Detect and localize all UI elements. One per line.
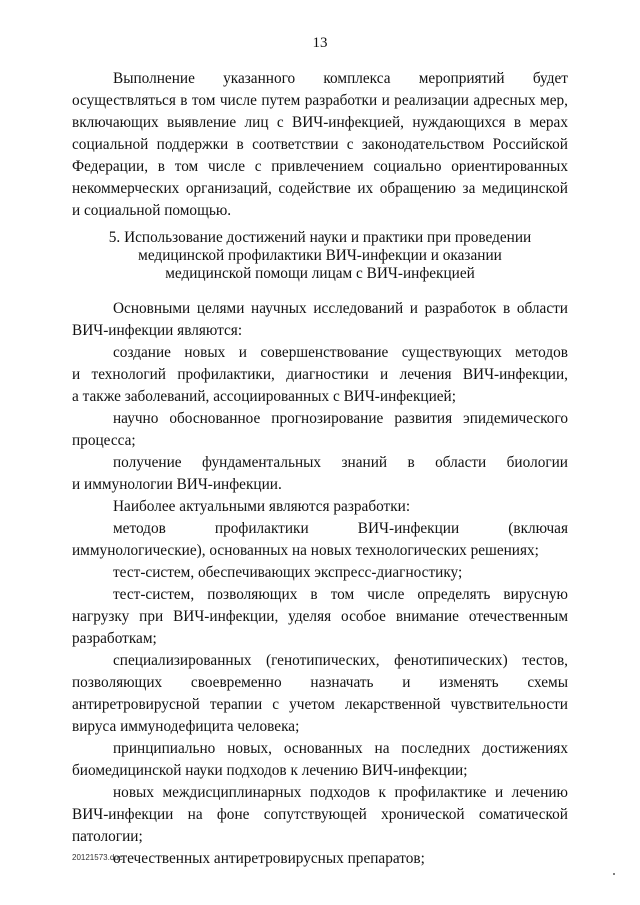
body-line: иммунологические), основанных на новых технологических решениях; (72, 542, 539, 559)
page-number: 13 (312, 35, 328, 51)
intro-line: социальной поддержки в соответствии с законодательством Российской (72, 136, 568, 153)
footer-filename: 20121573.doc (72, 853, 123, 862)
body-line: ВИЧ-инфекции на фоне сопутствующей хронической соматической (72, 806, 568, 823)
body-line: новых междисциплинарных подходов к профилактике и лечению (113, 784, 568, 801)
body-line: процесса; (72, 432, 136, 449)
body-line: тест-систем, позволяющих в том числе определять вирусную (113, 586, 568, 603)
intro-line: осуществляться в том числе путем разработки и реализации адресных мер, (72, 92, 568, 109)
body-line: и иммунологии ВИЧ-инфекции. (72, 476, 282, 493)
body-line: позволяющих своевременно назначать и изменять схемы (72, 674, 568, 691)
scan-speck (613, 873, 615, 875)
body-line: Основными целями научных исследований и разработок в области (113, 300, 568, 317)
body-line: вируса иммунодефицита человека; (72, 718, 300, 735)
intro-line: Федерации, в том числе с привлечением социально ориентированных (72, 158, 568, 175)
body-line: отечественных антиретровирусных препаратов; (113, 850, 425, 867)
body-line: разработкам; (72, 630, 157, 647)
body-line: и технологий профилактики, диагностики и лечения ВИЧ-инфекции, (72, 366, 568, 383)
section-heading-line: 5. Использование достижений науки и практики при проведении (108, 229, 532, 246)
body-line: антиретровирусной терапии с учетом лекарственной чувствительности (72, 696, 568, 713)
intro-line: Выполнение указанного комплекса мероприятий будет (113, 70, 568, 87)
body-line: Наиболее актуальными являются разработки: (113, 498, 411, 515)
intro-line: и социальной помощью. (72, 202, 232, 219)
section-heading-line: медицинской помощи лицам с ВИЧ-инфекцией (165, 265, 475, 282)
body-line: научно обоснованное прогнозирование развития эпидемического (113, 410, 568, 427)
body-line: методов профилактики ВИЧ-инфекции (включая (113, 520, 568, 537)
section-heading-line: медицинской профилактики ВИЧ-инфекции и оказании (138, 247, 502, 264)
body-line: нагрузку при ВИЧ-инфекции, уделяя особое внимание отечественным (72, 608, 568, 625)
body-line: патологии; (72, 828, 143, 845)
body-line: ВИЧ-инфекции являются: (72, 322, 243, 339)
intro-line: некоммерческих организаций, содействие их обращению за медицинской (72, 180, 568, 197)
body-line: биомедицинской науки подходов к лечению ВИЧ-инфекции; (72, 762, 468, 779)
intro-line: включающих выявление лиц с ВИЧ-инфекцией, нуждающихся в мерах (72, 114, 568, 131)
body-line: создание новых и совершенствование существующих методов (113, 344, 568, 361)
body-line: получение фундаментальных знаний в области биологии (113, 454, 568, 471)
body-line: тест-систем, обеспечивающих экспресс-диагностику; (113, 564, 463, 581)
body-line: а также заболеваний, ассоциированных с ВИЧ-инфекцией; (72, 388, 456, 405)
body-line: принципиально новых, основанных на последних достижениях (113, 740, 568, 757)
body-line: специализированных (генотипических, фенотипических) тестов, (113, 652, 568, 669)
